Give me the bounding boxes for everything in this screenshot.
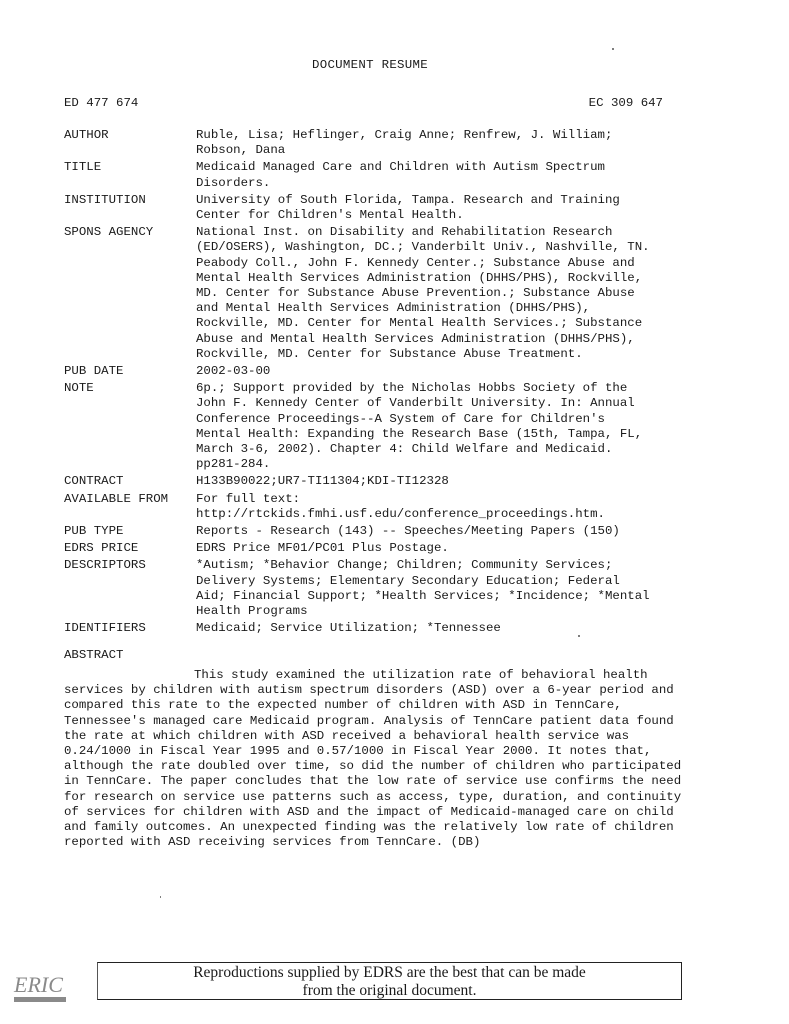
field-value: Ruble, Lisa; Heflinger, Craig Anne; Renfrew, J. William; Robson, Dana [196,128,613,158]
abstract-heading: ABSTRACT [64,648,124,662]
ec-number: EC 309 647 [588,96,663,110]
field-pub-date [64,364,694,379]
field-pub-type [64,524,694,539]
field-value: EDRS Price MF01/PC01 Plus Postage. [196,541,449,556]
field-available-from [64,492,694,522]
page-title: DOCUMENT RESUME [311,58,429,72]
field-identifiers [64,621,694,636]
reproduction-notice [97,962,682,1000]
field-value: Medicaid; Service Utilization; *Tennessee [196,621,501,636]
field-label: AUTHOR [64,128,109,142]
field-value: For full text: http://rtckids.fmhi.usf.edu/conference_proceedings.htm. [196,491,605,521]
scan-speck [578,635,580,637]
field-label: PUB TYPE [64,524,124,539]
field-label: AVAILABLE FROM [64,491,169,506]
field-label: PUB DATE [64,364,124,379]
field-label: CONTRACT [64,474,124,489]
metadata-fields [64,128,694,639]
field-value: National Inst. on Disability and Rehabilitation Research (ED/OSERS), Washington, DC.; Vanderbilt Univ., Nashville, TN. Peabody Coll., John F. Kennedy Center.; Substance Abuse and Mental Health Services Administration (DHHS/PHS), Rockville, MD. Center for Substance Abuse Prevention.; Substance Abuse and Mental Health Services Administration (DHHS/PHS), Rockville, MD. Center for Mental Health Services.; Substance Abuse and Mental Health Services Administration (DHHS/PHS), Rockville, MD. Center for Substance Abuse Treatment. [196,225,650,361]
scan-speck [160,896,161,898]
field-value: Reports - Research (143) -- Speeches/Meeting Papers (150) [196,524,620,539]
field-edrs-price [64,541,694,556]
field-note [64,381,694,472]
field-label: INSTITUTION [64,192,146,207]
field-institution [64,193,694,223]
field-value: Medicaid Managed Care and Children with Autism Spectrum Disorders. [196,160,605,190]
field-spons-agency [64,225,694,362]
field-label: DESCRIPTORS [64,558,146,573]
field-label: TITLE [64,160,102,175]
abstract-text: This study examined the utilization rate of behavioral health services by children with autism spectrum disorders (ASD) over a 6-year period and compared this rate to the expected number of children with ASD in TennCare, Tennessee's managed care Medicaid program. Analysis of TennCare patient data found the rate at which children with ASD received a behavioral health service was 0.24/1000 in Fiscal Year 1995 and 0.57/1000 in Fiscal Year 2000. It notes that, although the rate doubled over time, so did the number of children who participated in TennCare. The paper concludes that the low rate of service use confirms the need for research on service use patterns such as access, type, duration, and continuity of services for children with ASD and the impact of Medicaid-managed care on child and family outcomes. An unexpected finding was the relatively low rate of children reported with ASD receiving services from TennCare. (DB) [64,668,682,850]
field-label: EDRS PRICE [64,541,139,556]
field-label: IDENTIFIERS [64,621,146,636]
field-title [64,160,694,190]
notice-line-2: from the original document. [302,982,477,999]
ed-number: ED 477 674 [64,96,139,110]
eric-logo-text: ERIC [14,972,63,997]
field-value: H133B90022;UR7-TI11304;KDI-TI12328 [196,474,449,489]
notice-line-1: Reproductions supplied by EDRS are the best that can be made [193,964,586,981]
scan-speck [612,48,614,50]
field-label: NOTE [64,381,94,396]
field-descriptors [64,558,694,619]
field-label: SPONS AGENCY [64,225,154,240]
field-value: 6p.; Support provided by the Nicholas Hobbs Society of the John F. Kennedy Center of Vanderbilt University. In: Annual Conference Proceedings--A System of Care for Children's Mental Health: Expanding the Research Base (15th, Tampa, FL, March 3-6, 2002). Chapter 4: Child Welfare and Medicaid. pp281-284. [196,381,643,472]
field-value: University of South Florida, Tampa. Research and Training Center for Children's Mental Health. [196,192,620,223]
field-contract [64,474,694,489]
field-author [64,128,694,158]
field-value: *Autism; *Behavior Change; Children; Community Services; Delivery Systems; Elementary Secondary Education; Federal Aid; Financial Support; *Health Services; *Incidence; *Mental Health Programs [196,558,650,619]
eric-logo-icon [12,970,70,1006]
field-value: 2002-03-00 [196,364,271,379]
